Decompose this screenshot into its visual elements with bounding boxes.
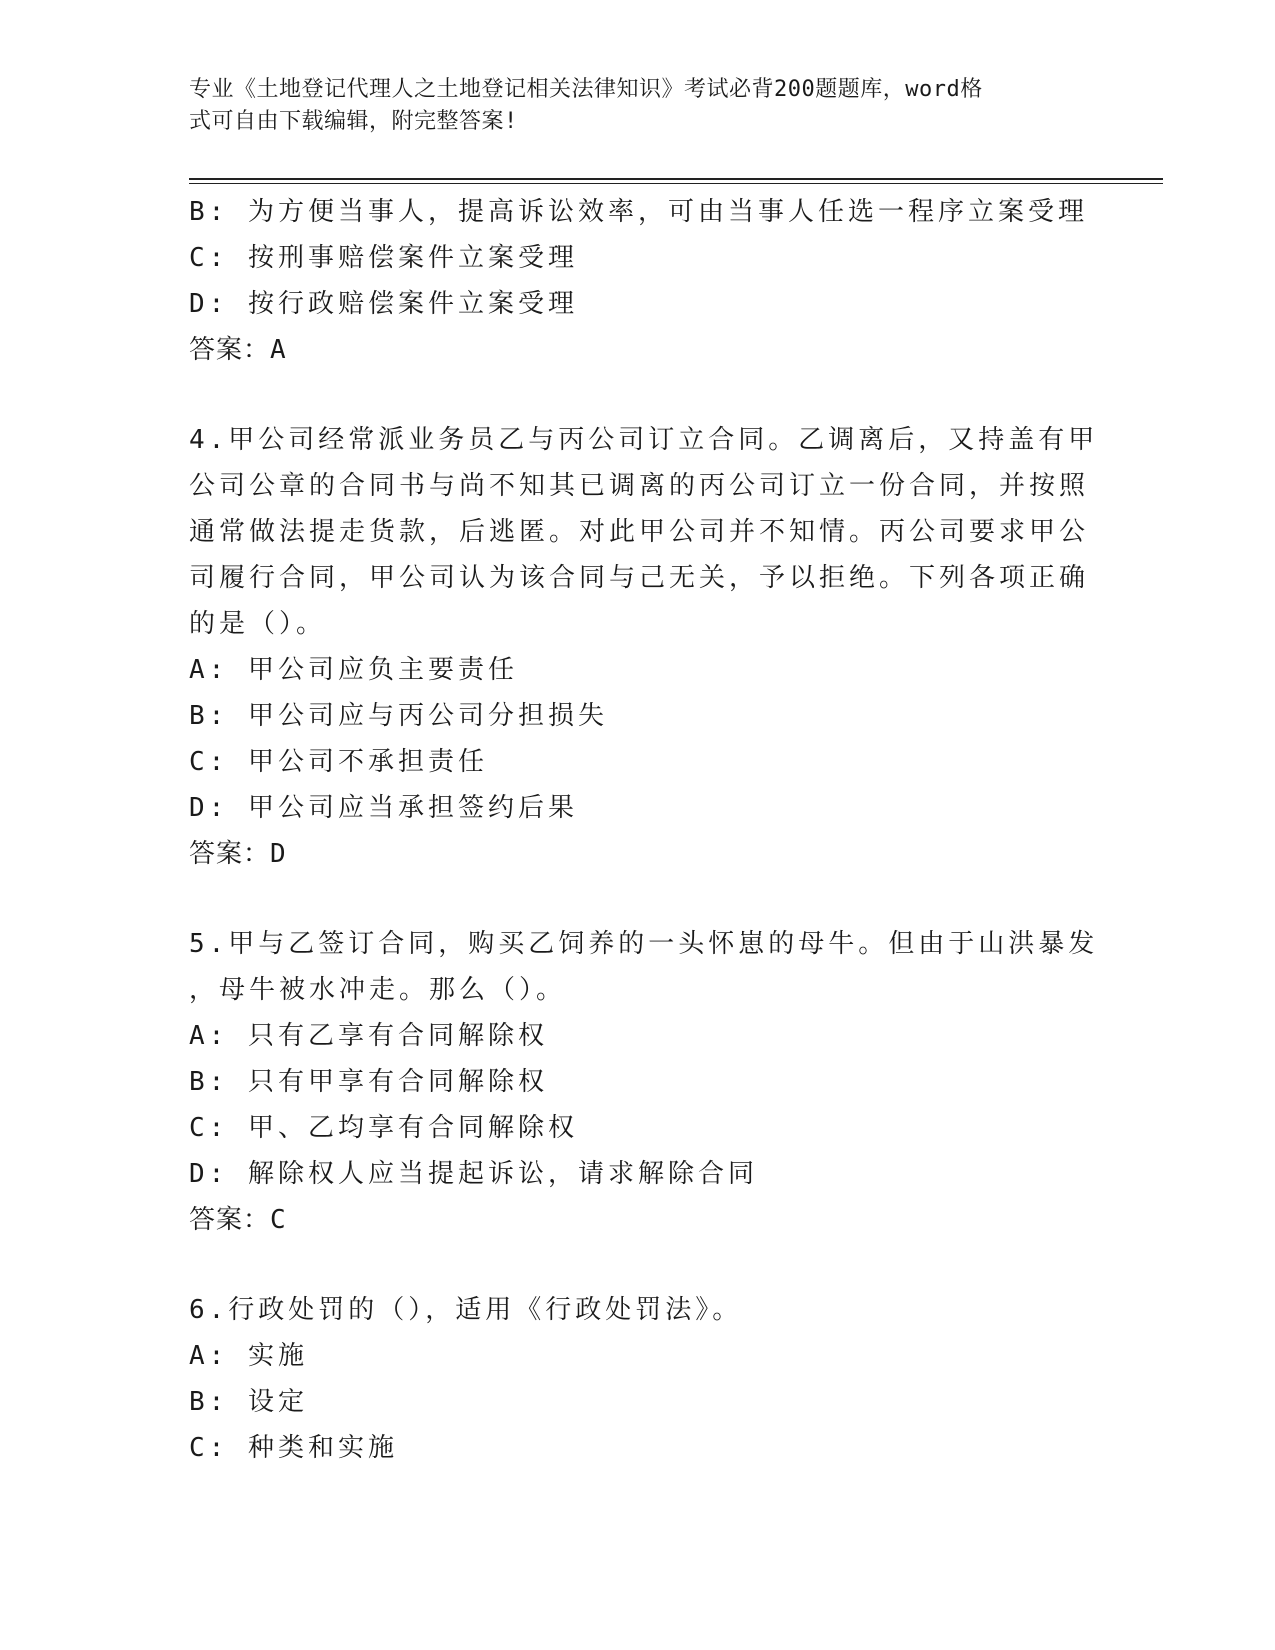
question-4-option-c: C: 甲公司不承担责任 <box>189 747 488 777</box>
spacer <box>189 373 1069 417</box>
question-4-option-b: B: 甲公司应与丙公司分担损失 <box>189 701 608 731</box>
question-5-stem-line: 5.甲与乙签订合同，购买乙饲养的一头怀崽的母牛。但由于山洪暴发 <box>189 929 1099 959</box>
question-3-option-b: B: 为方便当事人，提高诉讼效率，可由当事人任选一程序立案受理 <box>189 197 1088 227</box>
question-4-option-a: A: 甲公司应负主要责任 <box>189 655 518 685</box>
question-6 <box>189 1287 1069 1471</box>
spacer <box>189 1243 1069 1287</box>
question-5-option-c: C: 甲、乙均享有合同解除权 <box>189 1113 578 1143</box>
question-3-answer: 答案：A <box>189 335 287 365</box>
question-4-option-d: D: 甲公司应当承担签约后果 <box>189 793 578 823</box>
question-4-stem-line: 的是（）。 <box>189 609 327 639</box>
document-header <box>189 74 1069 138</box>
question-4-stem-line: 通常做法提走货款，后逃匿。对此甲公司并不知情。丙公司要求甲公 <box>189 517 1090 547</box>
question-6-stem-line: 6.行政处罚的（），适用《行政处罚法》。 <box>189 1295 743 1325</box>
spacer <box>189 877 1069 921</box>
header-title-line-2: 式可自由下载编辑，附完整答案! <box>189 109 518 134</box>
question-5 <box>189 921 1099 1243</box>
question-4-stem-line: 司履行合同，甲公司认为该合同与己无关，予以拒绝。下列各项正确 <box>189 563 1090 593</box>
header-title-line-1: 专业《土地登记代理人之土地登记相关法律知识》考试必背200题题库，word格 <box>189 77 983 102</box>
question-5-option-a: A: 只有乙享有合同解除权 <box>189 1021 548 1051</box>
question-5-option-d: D: 解除权人应当提起诉讼，请求解除合同 <box>189 1159 758 1189</box>
question-5-stem-line: ，母牛被水冲走。那么（）。 <box>189 975 567 1005</box>
question-6-option-a: A: 实施 <box>189 1341 308 1371</box>
question-3-option-c: C: 按刑事赔偿案件立案受理 <box>189 243 578 273</box>
question-3-option-d: D: 按行政赔偿案件立案受理 <box>189 289 578 319</box>
question-3-tail <box>189 189 1088 373</box>
question-6-option-b: B: 设定 <box>189 1387 308 1417</box>
question-5-answer: 答案：C <box>189 1205 287 1235</box>
question-4-stem-line: 公司公章的合同书与尚不知其已调离的丙公司订立一份合同，并按照 <box>189 471 1090 501</box>
question-5-option-b: B: 只有甲享有合同解除权 <box>189 1067 548 1097</box>
question-list <box>189 189 1099 1471</box>
question-4-answer: 答案：D <box>189 839 287 869</box>
question-4 <box>189 417 1099 877</box>
question-4-stem-line: 4.甲公司经常派业务员乙与丙公司订立合同。乙调离后，又持盖有甲 <box>189 425 1099 455</box>
question-6-option-c: C: 种类和实施 <box>189 1433 398 1463</box>
header-divider-thin <box>189 183 1163 184</box>
header-divider-thick <box>189 178 1163 180</box>
